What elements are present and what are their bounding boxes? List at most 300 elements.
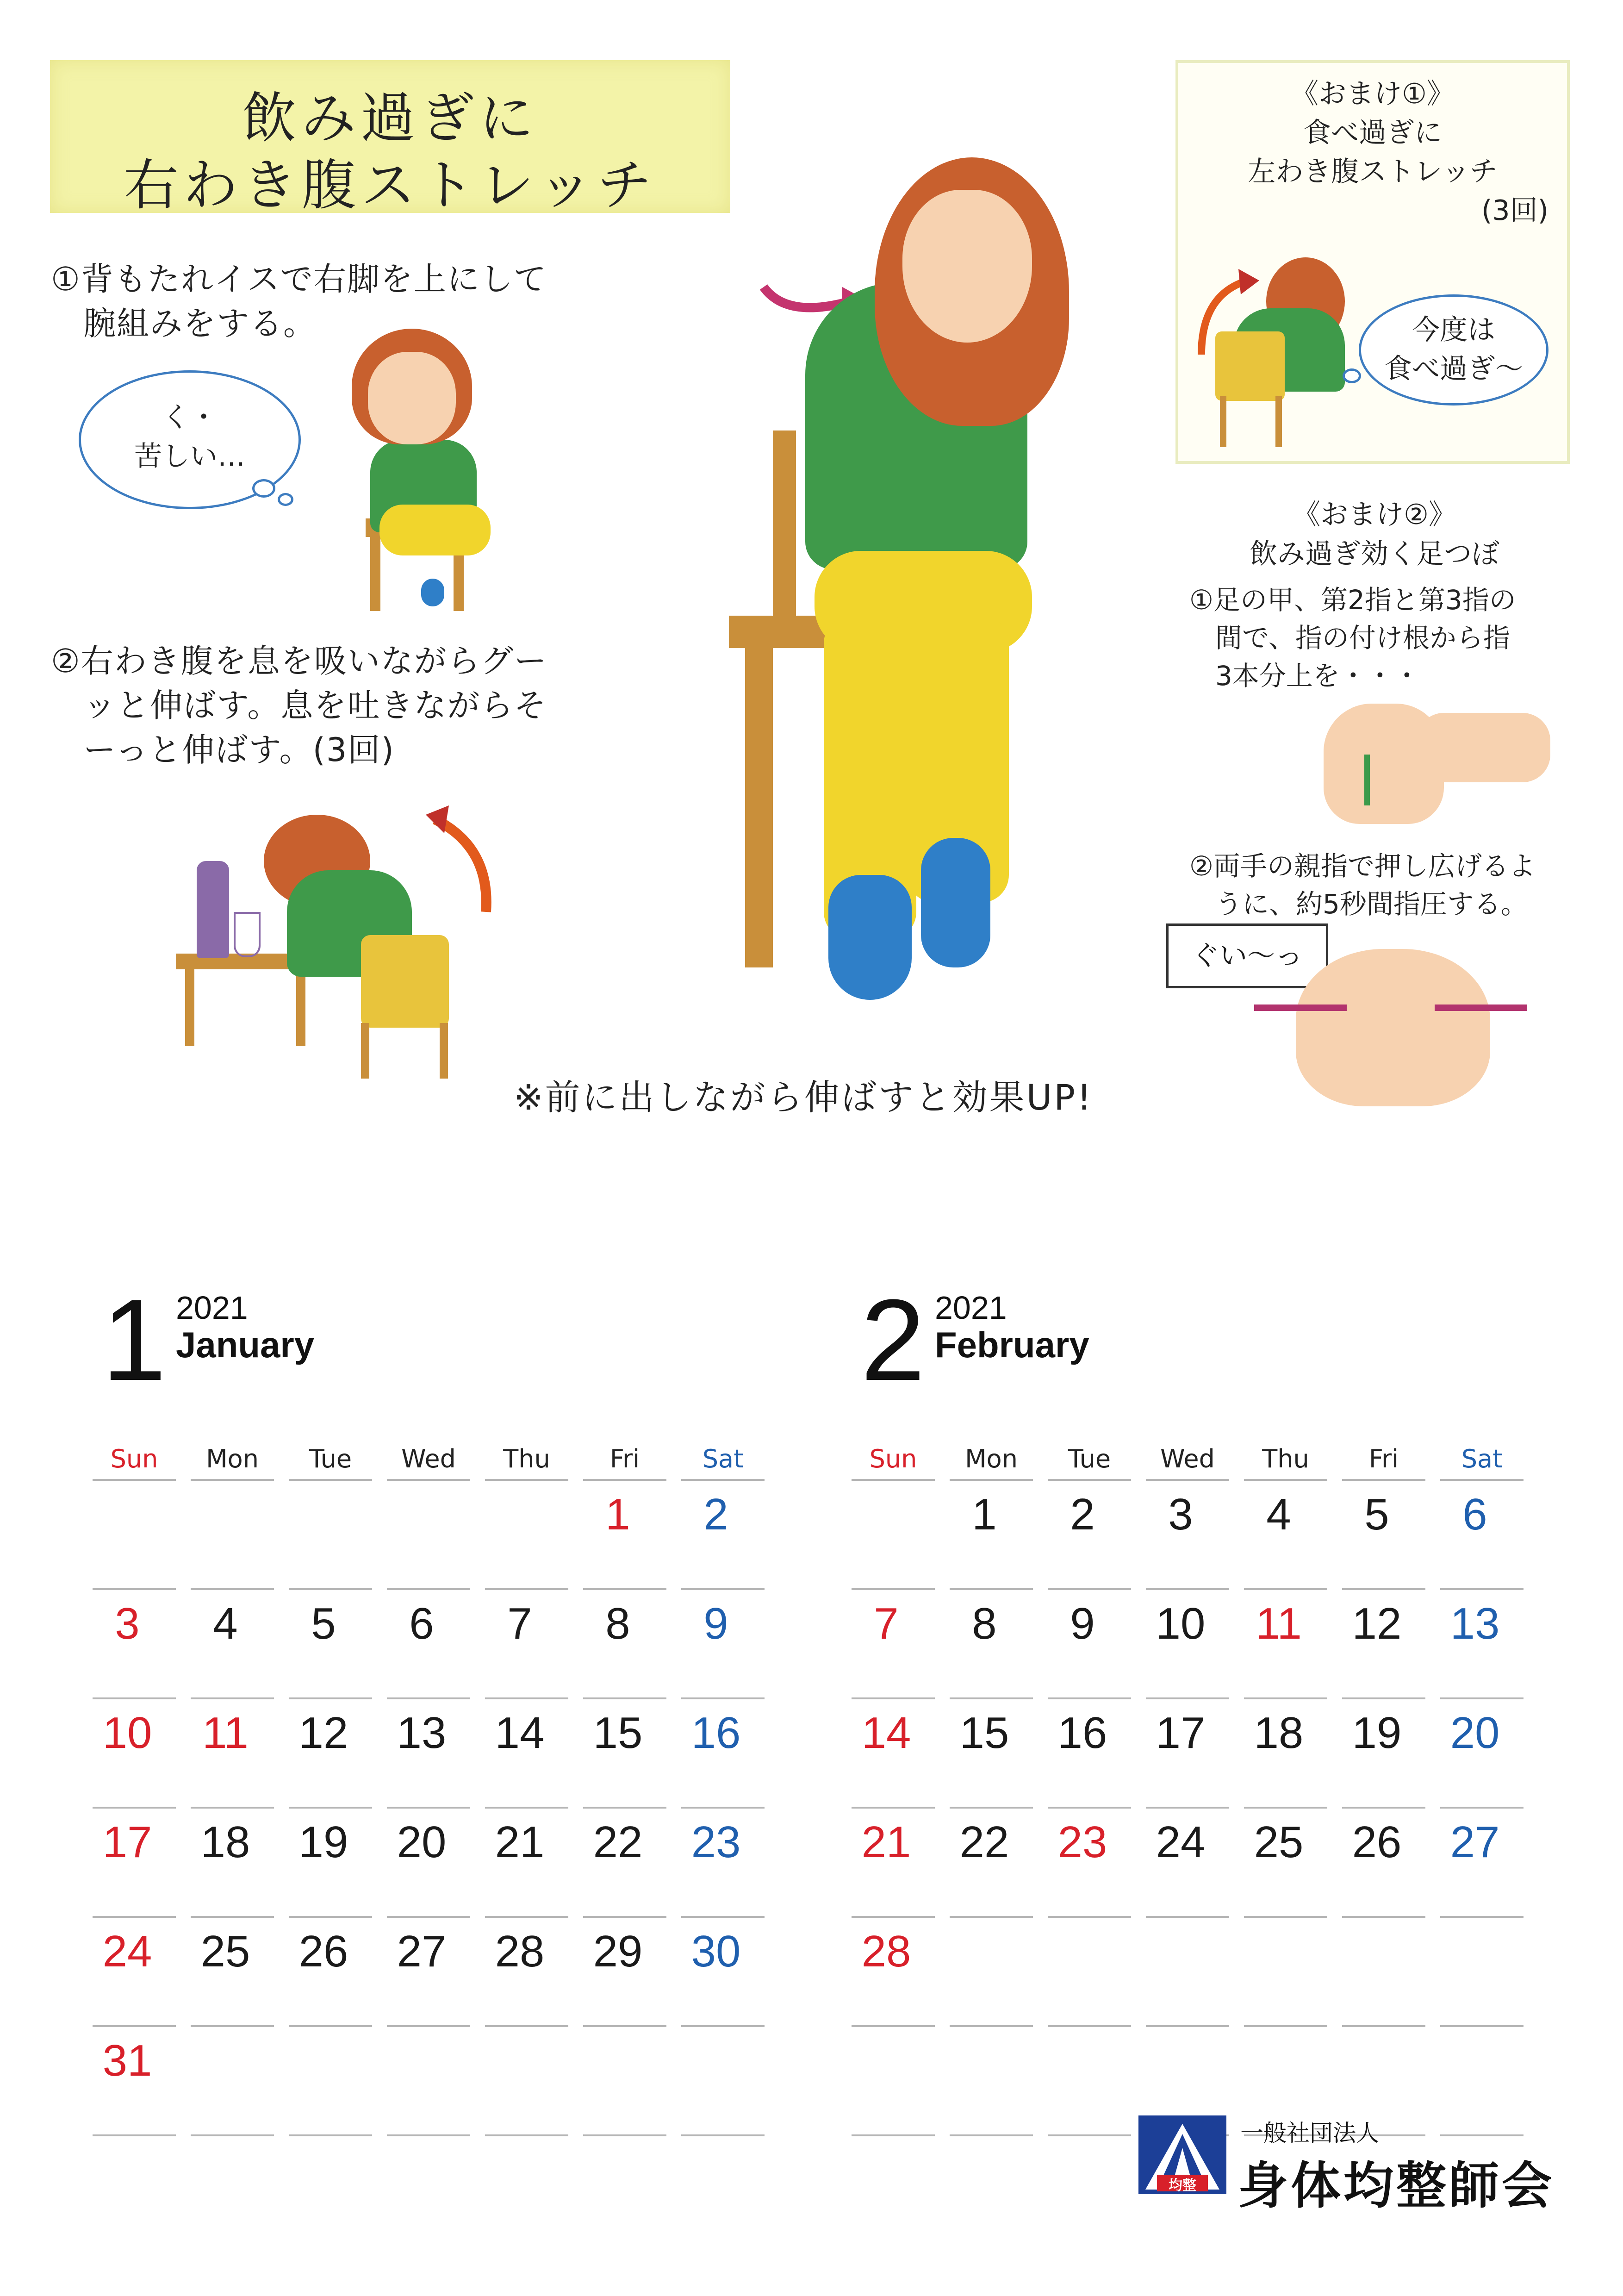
weekday-header-mon: Mon	[965, 1444, 1018, 1473]
weekday-header-sat: Sat	[702, 1444, 744, 1473]
row-divider	[852, 1807, 935, 1809]
row-divider	[387, 1697, 470, 1699]
row-divider	[1440, 2025, 1524, 2027]
row-divider	[681, 2025, 765, 2027]
weekday-header-sun: Sun	[110, 1444, 158, 1473]
row-divider	[387, 2134, 470, 2136]
row-divider	[1048, 2025, 1131, 2027]
day-cell	[1244, 1921, 1327, 2031]
day-cell	[950, 1702, 1033, 1812]
day-cell	[583, 1593, 666, 1703]
row-divider	[289, 1697, 372, 1699]
day-cell	[1244, 1484, 1327, 1594]
day-number: 30	[691, 1927, 741, 1976]
step2-line-2: ッと伸ばす。息を吐きながらそ	[83, 686, 547, 724]
day-cell	[1048, 1593, 1131, 1703]
row-divider	[583, 1588, 666, 1590]
row-divider	[583, 2025, 666, 2027]
weekday-underline	[485, 1479, 568, 1481]
day-cell	[1342, 1811, 1425, 1922]
day-number: 26	[1352, 1817, 1402, 1867]
day-cell	[950, 1921, 1033, 2031]
day-cell	[289, 1593, 372, 1703]
day-number: 9	[703, 1599, 728, 1648]
logo-subtitle: 一般社団法人	[1240, 2120, 1379, 2146]
bonus1-line-4: (3回)	[1481, 194, 1548, 227]
day-cell	[1244, 1593, 1327, 1703]
row-divider	[191, 1697, 274, 1699]
bonus2-line-2: 飲み過ぎ効く足つぼ	[1250, 538, 1499, 570]
day-cell	[191, 1484, 274, 1594]
day-cell	[1440, 1484, 1524, 1594]
day-number: 24	[1156, 1817, 1206, 1867]
day-cell	[1244, 1811, 1327, 1922]
step2-line-1: ②右わき腹を息を吸いながらグー	[51, 642, 547, 680]
day-cell	[950, 1484, 1033, 1594]
day-cell	[289, 1484, 372, 1594]
row-divider	[289, 1588, 372, 1590]
day-cell	[289, 1811, 372, 1922]
day-cell	[1048, 1811, 1131, 1922]
row-divider	[583, 2134, 666, 2136]
row-divider	[1048, 1916, 1131, 1918]
weekday-header-tue: Tue	[1068, 1444, 1111, 1473]
step1-line-2: 腕組みをする。	[83, 305, 317, 343]
row-divider	[681, 1916, 765, 1918]
month-number: 2	[861, 1275, 926, 1404]
day-cell	[1342, 1484, 1425, 1594]
day-cell	[1440, 1702, 1524, 1812]
day-cell	[485, 2030, 568, 2140]
day-number: 17	[102, 1817, 152, 1867]
row-divider	[485, 1697, 568, 1699]
day-cell	[583, 1921, 666, 2031]
bonus2-step1-line-1: ①足の甲、第2指と第3指の	[1189, 584, 1516, 616]
logo-badge: 均整	[1169, 2177, 1196, 2194]
day-number: 27	[397, 1927, 447, 1976]
day-number: 1	[972, 1490, 997, 1539]
day-cell	[387, 1811, 470, 1922]
day-number: 20	[1450, 1708, 1500, 1758]
month-name: February	[935, 1324, 1089, 1365]
row-divider	[950, 1588, 1033, 1590]
day-cell	[852, 1593, 935, 1703]
row-divider	[1244, 1916, 1327, 1918]
day-cell	[485, 1593, 568, 1703]
day-cell	[1440, 1811, 1524, 1922]
row-divider	[852, 2025, 935, 2027]
day-cell	[852, 1702, 935, 1812]
day-number: 2	[703, 1490, 728, 1539]
weekday-underline	[1342, 1479, 1425, 1481]
weekday-header-sat: Sat	[1461, 1444, 1503, 1473]
step2-text	[51, 639, 547, 772]
day-number: 12	[298, 1708, 348, 1758]
row-divider	[387, 2025, 470, 2027]
day-cell	[93, 1921, 176, 2031]
bonus2-step2-line-2: うに、約5秒間指圧する。	[1215, 888, 1528, 920]
day-number: 23	[1057, 1817, 1107, 1867]
day-cell	[387, 2030, 470, 2140]
day-cell	[93, 2030, 176, 2140]
row-divider	[1440, 1697, 1524, 1699]
day-number: 11	[1256, 1599, 1302, 1648]
day-number: 16	[1057, 1708, 1107, 1758]
day-cell	[93, 1593, 176, 1703]
weekday-underline	[681, 1479, 765, 1481]
row-divider	[1048, 1588, 1131, 1590]
row-divider	[1440, 1807, 1524, 1809]
day-cell	[1146, 1484, 1229, 1594]
row-divider	[1244, 1588, 1327, 1590]
day-cell	[583, 1702, 666, 1812]
row-divider	[485, 2134, 568, 2136]
thought-bubble-2	[1359, 294, 1548, 406]
step1-line-1: ①背もたれイスで右脚を上にして	[51, 260, 547, 298]
row-divider	[1244, 2025, 1327, 2027]
row-divider	[1244, 1807, 1327, 1809]
day-cell	[681, 1702, 765, 1812]
bonus1-line-2: 食べ過ぎに	[1303, 117, 1442, 149]
weekday-underline	[191, 1479, 274, 1481]
day-cell	[681, 2030, 765, 2140]
logo-mark	[1138, 2115, 1226, 2194]
bonus2-step1	[1189, 581, 1516, 695]
row-divider	[681, 1807, 765, 1809]
day-cell	[950, 1811, 1033, 1922]
day-number: 24	[102, 1927, 152, 1976]
day-cell	[1342, 1593, 1425, 1703]
day-number: 20	[397, 1817, 447, 1867]
row-divider	[93, 1588, 176, 1590]
row-divider	[1342, 2025, 1425, 2027]
bubble2-dot	[1343, 368, 1361, 383]
day-number: 22	[959, 1817, 1009, 1867]
row-divider	[1146, 1807, 1229, 1809]
logo-name: 身体均整師会	[1238, 2157, 1555, 2215]
row-divider	[93, 1916, 176, 1918]
weekday-header-wed: Wed	[1160, 1444, 1215, 1473]
row-divider	[1342, 1588, 1425, 1590]
day-number: 16	[691, 1708, 741, 1758]
day-number: 12	[1352, 1599, 1402, 1648]
weekday-underline	[1244, 1479, 1327, 1481]
row-divider	[1146, 1588, 1229, 1590]
day-cell	[1146, 1921, 1229, 2031]
day-number: 9	[1070, 1599, 1095, 1648]
row-divider	[1244, 1697, 1327, 1699]
effect-note: ※前に出しながら伸ばすと効果UP!	[514, 1077, 1093, 1118]
row-divider	[1048, 2134, 1131, 2136]
day-number: 13	[397, 1708, 447, 1758]
day-cell	[950, 1593, 1033, 1703]
stretch-arrow-icon	[417, 801, 509, 921]
day-cell	[852, 1921, 935, 2031]
day-cell	[1440, 1593, 1524, 1703]
bonus2-step1-line-3: 3本分上を・・・	[1215, 660, 1420, 692]
day-number: 18	[200, 1817, 250, 1867]
day-cell	[681, 1921, 765, 2031]
bonus1-line-3: 左わき腹ストレッチ	[1248, 156, 1498, 188]
month-year: 2021	[935, 1290, 1007, 1326]
day-cell	[852, 1484, 935, 1594]
row-divider	[681, 2134, 765, 2136]
day-cell	[1146, 1593, 1229, 1703]
weekday-underline	[950, 1479, 1033, 1481]
row-divider	[191, 2025, 274, 2027]
day-cell	[1048, 1921, 1131, 2031]
day-number: 5	[311, 1599, 336, 1648]
row-divider	[289, 2025, 372, 2027]
day-cell	[1440, 2030, 1524, 2140]
row-divider	[1440, 2134, 1524, 2136]
day-cell	[681, 1484, 765, 1594]
day-cell	[191, 1811, 274, 1922]
row-divider	[93, 1697, 176, 1699]
day-number: 14	[495, 1708, 545, 1758]
day-number: 4	[1266, 1490, 1291, 1539]
weekday-underline	[852, 1479, 935, 1481]
weekday-underline	[387, 1479, 470, 1481]
day-number: 19	[298, 1817, 348, 1867]
weekday-header-mon: Mon	[206, 1444, 259, 1473]
weekday-header-fri: Fri	[609, 1444, 640, 1473]
day-cell	[191, 1593, 274, 1703]
row-divider	[485, 1588, 568, 1590]
title-box	[50, 60, 730, 217]
day-number: 13	[1450, 1599, 1500, 1648]
weekday-header-thu: Thu	[503, 1444, 550, 1473]
bubble1-dot-small	[278, 493, 293, 506]
bubble2-line-1: 今度は	[1412, 314, 1495, 346]
day-cell	[387, 1593, 470, 1703]
bubble3: ぐい～っ	[1166, 923, 1328, 988]
weekday-underline	[1048, 1479, 1131, 1481]
day-cell	[1146, 1811, 1229, 1922]
row-divider	[1342, 1916, 1425, 1918]
row-divider	[583, 1697, 666, 1699]
bonus1-box	[1175, 60, 1570, 464]
day-number: 11	[202, 1708, 249, 1758]
month-year: 2021	[176, 1290, 248, 1326]
day-cell	[852, 2030, 935, 2140]
day-number: 7	[874, 1599, 899, 1648]
title-line-2: 右わき腹ストレッチ	[124, 153, 657, 217]
day-number: 27	[1450, 1817, 1500, 1867]
day-cell	[485, 1702, 568, 1812]
row-divider	[852, 1916, 935, 1918]
day-number: 31	[102, 2036, 152, 2085]
main-illustration	[722, 153, 1138, 1051]
bonus1-arrow-icon	[1188, 267, 1262, 359]
row-divider	[1440, 1588, 1524, 1590]
row-divider	[485, 2025, 568, 2027]
foot-illustration-1	[1314, 694, 1555, 833]
row-divider	[1342, 1807, 1425, 1809]
month-number: 1	[102, 1275, 167, 1404]
day-number: 25	[1254, 1817, 1304, 1867]
row-divider	[93, 2134, 176, 2136]
weekday-underline	[1440, 1479, 1524, 1481]
day-number: 19	[1352, 1708, 1402, 1758]
bubble1-line-1: く・	[162, 401, 218, 434]
weekday-header-sun: Sun	[869, 1444, 917, 1473]
day-cell	[485, 1921, 568, 2031]
day-number: 28	[861, 1927, 911, 1976]
row-divider	[485, 1807, 568, 1809]
row-divider	[583, 1916, 666, 1918]
day-number: 10	[102, 1708, 152, 1758]
row-divider	[191, 1916, 274, 1918]
row-divider	[1048, 1807, 1131, 1809]
day-number: 14	[861, 1708, 911, 1758]
day-cell	[583, 1484, 666, 1594]
bonus1-line-1: 《おまけ①》	[1291, 78, 1455, 110]
weekday-underline	[583, 1479, 666, 1481]
day-number: 15	[593, 1708, 643, 1758]
day-number: 6	[409, 1599, 434, 1648]
row-divider	[1342, 1697, 1425, 1699]
day-number: 23	[691, 1817, 741, 1867]
day-cell	[1146, 1702, 1229, 1812]
weekday-header-wed: Wed	[401, 1444, 456, 1473]
step2-line-3: ーっと伸ばす。(3回)	[83, 731, 395, 769]
day-number: 6	[1462, 1490, 1487, 1539]
day-cell	[1048, 2030, 1131, 2140]
row-divider	[191, 2134, 274, 2136]
row-divider	[1146, 1916, 1229, 1918]
row-divider	[93, 1807, 176, 1809]
day-number: 2	[1070, 1490, 1095, 1539]
row-divider	[1048, 1697, 1131, 1699]
day-cell	[681, 1593, 765, 1703]
bubble2-line-2: 食べ過ぎ～	[1384, 353, 1523, 385]
day-cell	[1342, 1921, 1425, 2031]
day-cell	[583, 2030, 666, 2140]
day-cell	[1244, 1702, 1327, 1812]
row-divider	[950, 1807, 1033, 1809]
row-divider	[93, 2025, 176, 2027]
row-divider	[852, 1697, 935, 1699]
day-cell	[93, 1702, 176, 1812]
day-cell	[485, 1811, 568, 1922]
step1-illustration	[338, 319, 504, 616]
day-cell	[191, 1921, 274, 2031]
day-cell	[852, 1811, 935, 1922]
row-divider	[583, 1807, 666, 1809]
row-divider	[387, 1807, 470, 1809]
day-cell	[681, 1811, 765, 1922]
row-divider	[852, 2134, 935, 2136]
day-number: 7	[507, 1599, 532, 1648]
row-divider	[681, 1697, 765, 1699]
day-cell	[485, 1484, 568, 1594]
day-cell	[289, 2030, 372, 2140]
row-divider	[191, 1807, 274, 1809]
day-cell	[387, 1921, 470, 2031]
day-cell	[1048, 1484, 1131, 1594]
day-number: 3	[1168, 1490, 1193, 1539]
day-number: 4	[213, 1599, 238, 1648]
day-cell	[387, 1702, 470, 1812]
weekday-underline	[289, 1479, 372, 1481]
day-number: 26	[298, 1927, 348, 1976]
row-divider	[387, 1588, 470, 1590]
foot-illustration-2	[1157, 921, 1564, 1111]
day-number: 25	[200, 1927, 250, 1976]
day-number: 10	[1156, 1599, 1206, 1648]
row-divider	[681, 1588, 765, 1590]
day-cell	[583, 1811, 666, 1922]
weekday-header-thu: Thu	[1262, 1444, 1309, 1473]
row-divider	[950, 1697, 1033, 1699]
day-number: 29	[593, 1927, 643, 1976]
row-divider	[191, 1588, 274, 1590]
bubble1-line-2: 苦しい…	[134, 440, 245, 473]
day-number: 22	[593, 1817, 643, 1867]
day-number: 3	[115, 1599, 140, 1648]
row-divider	[950, 2134, 1033, 2136]
row-divider	[289, 2134, 372, 2136]
day-cell	[93, 1484, 176, 1594]
row-divider	[1146, 2025, 1229, 2027]
row-divider	[289, 1916, 372, 1918]
row-divider	[950, 2025, 1033, 2027]
bonus2-step2-line-1: ②両手の親指で押し広げるよ	[1189, 850, 1536, 882]
weekday-header-fri: Fri	[1368, 1444, 1399, 1473]
step2-illustration	[157, 801, 528, 1088]
row-divider	[852, 1588, 935, 1590]
calendar-february	[852, 1275, 1546, 2111]
day-number: 21	[861, 1817, 911, 1867]
day-cell	[1440, 1921, 1524, 2031]
weekday-header-tue: Tue	[309, 1444, 352, 1473]
row-divider	[1146, 1697, 1229, 1699]
day-cell	[1342, 1702, 1425, 1812]
day-cell	[93, 1811, 176, 1922]
bubble1-dot-large	[252, 479, 275, 498]
day-number: 18	[1254, 1708, 1304, 1758]
row-divider	[387, 1916, 470, 1918]
day-number: 17	[1156, 1708, 1206, 1758]
bonus2-step2	[1189, 847, 1536, 923]
month-name: January	[176, 1324, 315, 1365]
day-cell	[289, 1702, 372, 1812]
day-number: 8	[605, 1599, 630, 1648]
day-cell	[289, 1921, 372, 2031]
day-number: 15	[959, 1708, 1009, 1758]
row-divider	[289, 1807, 372, 1809]
bonus2-line-1: 《おまけ②》	[1293, 499, 1456, 531]
day-number: 1	[605, 1490, 630, 1539]
day-cell	[950, 2030, 1033, 2140]
weekday-underline	[1146, 1479, 1229, 1481]
title-line-1: 飲み過ぎに	[242, 86, 538, 150]
day-cell	[387, 1484, 470, 1594]
calendar-january	[93, 1275, 787, 2111]
weekday-underline	[93, 1479, 176, 1481]
day-number: 28	[495, 1927, 545, 1976]
day-number: 8	[972, 1599, 997, 1648]
bonus2-step1-line-2: 間で、指の付け根から指	[1215, 622, 1510, 654]
day-cell	[191, 2030, 274, 2140]
day-number: 21	[495, 1817, 545, 1867]
row-divider	[485, 1916, 568, 1918]
day-number: 5	[1364, 1490, 1389, 1539]
day-cell	[191, 1702, 274, 1812]
day-cell	[1048, 1702, 1131, 1812]
row-divider	[1440, 1916, 1524, 1918]
